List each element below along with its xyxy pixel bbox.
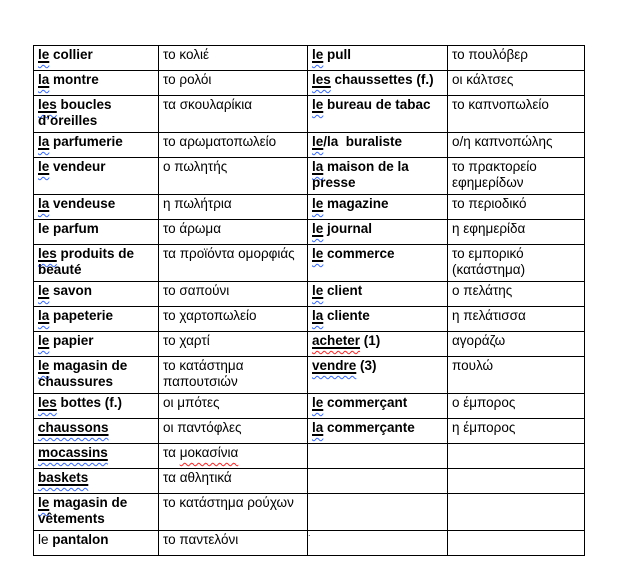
text-segment xyxy=(38,470,88,485)
text-segment: journal xyxy=(323,221,373,236)
table-row xyxy=(34,394,585,419)
text-segment: οι κάλτσες xyxy=(452,72,514,87)
text-segment: bottes (f.) xyxy=(56,395,123,410)
greek-translation-cell xyxy=(159,96,308,133)
text-segment: boucles d’oreilles xyxy=(38,97,116,128)
greek-translation-cell xyxy=(448,220,585,245)
text-segment: τα αθλητικά xyxy=(163,470,232,485)
text-segment xyxy=(312,72,331,87)
text-segment: η έμπορος xyxy=(452,420,516,435)
french-term-cell xyxy=(34,307,159,332)
french-term-cell xyxy=(308,357,448,394)
text-segment: pantalon xyxy=(52,532,109,547)
text-segment: commerçante xyxy=(323,420,415,435)
grammar-squiggle: mocassins xyxy=(38,445,108,460)
text-segment: το καπνοπωλείο xyxy=(452,97,549,112)
table-row xyxy=(34,444,585,469)
greek-translation-cell xyxy=(448,195,585,220)
greek-translation-cell xyxy=(159,394,308,419)
grammar-squiggle: le xyxy=(312,134,324,149)
text-segment: le xyxy=(38,532,53,547)
grammar-squiggle: le xyxy=(38,358,50,373)
text-segment: αγοράζω xyxy=(452,333,506,348)
greek-translation-cell xyxy=(448,96,585,133)
greek-translation-cell xyxy=(448,469,585,494)
grammar-squiggle: la xyxy=(312,159,324,174)
greek-translation-cell xyxy=(159,71,308,96)
text-segment: parfumerie xyxy=(49,134,123,149)
text-segment: τα προϊόντα ομορφιάς xyxy=(163,246,295,261)
text-segment: montre xyxy=(49,72,99,87)
greek-translation-cell xyxy=(448,444,585,469)
text-segment: client xyxy=(323,283,363,298)
text-segment: οι μπότες xyxy=(163,395,220,410)
table-row xyxy=(34,469,585,494)
table-row xyxy=(34,133,585,158)
table-row xyxy=(34,494,585,531)
text-segment: το παντελόνι xyxy=(163,532,239,547)
grammar-squiggle: le xyxy=(38,495,50,510)
text-segment xyxy=(38,308,49,323)
french-term-cell xyxy=(308,282,448,307)
text-segment xyxy=(312,358,356,373)
grammar-squiggle: le xyxy=(312,47,324,62)
text-segment xyxy=(312,420,323,435)
greek-translation-cell xyxy=(159,158,308,195)
text-segment: chaussettes (f.) xyxy=(330,72,434,87)
text-segment: ο πελάτης xyxy=(452,283,513,298)
text-segment: /la buraliste xyxy=(323,134,403,149)
text-segment: τα σκουλαρίκια xyxy=(163,97,253,112)
grammar-squiggle: le xyxy=(312,97,324,112)
table-row xyxy=(34,195,585,220)
greek-translation-cell xyxy=(159,494,308,531)
grammar-squiggle: le xyxy=(312,246,324,261)
text-segment xyxy=(38,358,49,373)
grammar-squiggle: les xyxy=(312,72,331,87)
vocab-table-body xyxy=(34,46,585,556)
vocab-table xyxy=(33,45,585,556)
greek-translation-cell xyxy=(448,133,585,158)
french-term-cell xyxy=(308,158,448,195)
french-term-cell xyxy=(308,46,448,71)
french-term-cell xyxy=(34,357,159,394)
grammar-squiggle: le xyxy=(312,196,324,211)
text-segment: ο πωλητής xyxy=(163,159,228,174)
grammar-squiggle: chaussons xyxy=(38,420,109,435)
french-term-cell xyxy=(308,444,448,469)
text-segment: το χαρτί xyxy=(163,333,210,348)
grammar-squiggle: les xyxy=(38,246,57,261)
french-term-cell xyxy=(34,494,159,531)
text-segment xyxy=(38,420,109,435)
grammar-squiggle: le xyxy=(38,47,50,62)
text-segment xyxy=(312,134,323,149)
text-segment: (3) xyxy=(356,358,377,373)
text-segment xyxy=(312,159,323,174)
table-row xyxy=(34,71,585,96)
spellcheck-squiggle: acheter xyxy=(312,333,361,348)
french-term-cell xyxy=(308,245,448,282)
grammar-squiggle: le xyxy=(38,283,50,298)
text-segment: magazine xyxy=(323,196,389,211)
french-term-cell xyxy=(34,332,159,357)
greek-translation-cell xyxy=(448,245,585,282)
text-segment: commerce xyxy=(323,246,395,261)
text-segment: το ρολόι xyxy=(163,72,212,87)
text-segment: collier xyxy=(49,47,93,62)
grammar-squiggle: la xyxy=(312,308,324,323)
text-segment: commerçant xyxy=(323,395,408,410)
text-segment xyxy=(312,333,360,348)
french-term-cell xyxy=(308,96,448,133)
text-segment: το χαρτοπωλείο xyxy=(163,308,257,323)
french-term-cell xyxy=(34,195,159,220)
text-segment: οι παντόφλες xyxy=(163,420,242,435)
text-segment xyxy=(312,221,323,236)
text-segment: cliente xyxy=(323,308,370,323)
text-segment xyxy=(38,495,49,510)
french-term-cell xyxy=(308,419,448,444)
french-term-cell xyxy=(34,133,159,158)
french-term-cell xyxy=(34,46,159,71)
greek-translation-cell xyxy=(448,394,585,419)
grammar-squiggle: le xyxy=(38,333,50,348)
table-row xyxy=(34,245,585,282)
grammar-squiggle: le xyxy=(38,159,50,174)
greek-translation-cell xyxy=(448,71,585,96)
french-term-cell xyxy=(34,444,159,469)
french-term-cell xyxy=(34,394,159,419)
greek-translation-cell xyxy=(159,531,308,556)
text-segment xyxy=(312,308,323,323)
text-segment: papier xyxy=(49,333,94,348)
text-segment: ο/η καπνοπώλης xyxy=(452,134,553,149)
greek-translation-cell xyxy=(159,307,308,332)
text-segment xyxy=(38,445,108,460)
text-segment: maison de la presse xyxy=(312,159,413,190)
grammar-squiggle: baskets xyxy=(38,470,89,485)
text-segment xyxy=(38,159,49,174)
text-segment xyxy=(38,395,57,410)
french-term-cell xyxy=(34,531,159,556)
greek-translation-cell xyxy=(159,332,308,357)
greek-translation-cell xyxy=(159,220,308,245)
text-segment xyxy=(38,97,57,112)
text-segment: pull xyxy=(323,47,352,62)
french-term-cell xyxy=(34,71,159,96)
greek-translation-cell xyxy=(448,531,585,556)
grammar-squiggle: le xyxy=(312,221,324,236)
grammar-squiggle: le xyxy=(312,395,324,410)
french-term-cell xyxy=(308,494,448,531)
french-term-cell xyxy=(34,282,159,307)
grammar-squiggle: la xyxy=(38,308,50,323)
greek-translation-cell xyxy=(159,357,308,394)
french-term-cell xyxy=(308,195,448,220)
greek-translation-cell xyxy=(448,494,585,531)
text-segment xyxy=(312,283,323,298)
text-segment xyxy=(312,47,323,62)
text-segment: savon xyxy=(49,283,93,298)
grammar-squiggle: la xyxy=(312,420,324,435)
text-segment xyxy=(38,134,49,149)
table-row xyxy=(34,307,585,332)
text-segment xyxy=(312,246,323,261)
grammar-squiggle: la xyxy=(38,134,50,149)
text-segment: η πελάτισσα xyxy=(452,308,526,323)
text-segment xyxy=(180,445,239,460)
french-term-cell xyxy=(308,71,448,96)
french-term-cell xyxy=(34,220,159,245)
table-row xyxy=(34,220,585,245)
table-row xyxy=(34,46,585,71)
table-row xyxy=(34,332,585,357)
text-segment: το περιοδικό xyxy=(452,196,527,211)
french-term-cell xyxy=(308,307,448,332)
grammar-squiggle: le xyxy=(312,283,324,298)
text-segment: vendeur xyxy=(49,159,106,174)
grammar-squiggle: la xyxy=(38,196,50,211)
text-segment xyxy=(312,395,323,410)
text-segment xyxy=(38,47,49,62)
greek-translation-cell xyxy=(159,282,308,307)
table-row xyxy=(34,357,585,394)
greek-translation-cell xyxy=(448,158,585,195)
greek-translation-cell xyxy=(159,195,308,220)
text-segment: το αρωματοπωλείο xyxy=(163,134,277,149)
text-segment xyxy=(38,196,49,211)
french-term-cell xyxy=(34,419,159,444)
grammar-squiggle: les xyxy=(38,97,57,112)
text-segment: η εφημερίδα xyxy=(452,221,526,236)
text-segment: πουλώ xyxy=(452,358,494,373)
text-segment: ο έμπορος xyxy=(452,395,516,410)
greek-translation-cell xyxy=(159,46,308,71)
table-row xyxy=(34,419,585,444)
table-row xyxy=(34,96,585,133)
text-segment xyxy=(38,72,49,87)
table-row xyxy=(34,158,585,195)
greek-translation-cell xyxy=(448,357,585,394)
greek-translation-cell xyxy=(159,419,308,444)
text-segment: το εμπορικό (κατάστημα) xyxy=(452,246,528,277)
grammar-squiggle: vendre xyxy=(312,358,357,373)
french-term-cell xyxy=(308,394,448,419)
text-segment: το σαπούνι xyxy=(163,283,230,298)
table-row xyxy=(34,282,585,307)
french-term-cell xyxy=(34,245,159,282)
text-segment: το άρωμα xyxy=(163,221,222,236)
text-segment: produits de beauté xyxy=(38,246,138,277)
grammar-squiggle: la xyxy=(38,72,50,87)
text-segment: bureau de tabac xyxy=(323,97,431,112)
text-segment: (1) xyxy=(360,333,381,348)
text-segment: magasin de chaussures xyxy=(38,358,132,389)
greek-translation-cell xyxy=(448,419,585,444)
text-segment xyxy=(38,283,49,298)
text-segment xyxy=(312,97,323,112)
text-segment: το πουλόβερ xyxy=(452,47,528,62)
french-term-cell xyxy=(34,469,159,494)
french-term-cell xyxy=(308,531,448,556)
greek-translation-cell xyxy=(159,469,308,494)
french-term-cell xyxy=(308,469,448,494)
text-segment: το κατάστημα ρούχων xyxy=(163,495,294,510)
text-segment xyxy=(38,333,49,348)
text-segment xyxy=(312,196,323,211)
text-segment: το κολιέ xyxy=(163,47,210,62)
greek-translation-cell xyxy=(448,332,585,357)
text-segment: το κατάστημα παπουτσιών xyxy=(163,358,248,389)
stray-period: . xyxy=(308,528,311,538)
text-segment xyxy=(38,246,57,261)
text-segment: το πρακτορείο εφημερίδων xyxy=(452,159,541,190)
text-segment: vendeuse xyxy=(49,196,116,211)
text-segment: papeterie xyxy=(49,308,114,323)
french-term-cell xyxy=(34,96,159,133)
text-segment: η πωλήτρια xyxy=(163,196,232,211)
text-segment: le parfum xyxy=(38,221,99,236)
french-term-cell xyxy=(308,332,448,357)
greek-translation-cell xyxy=(448,282,585,307)
greek-translation-cell xyxy=(448,307,585,332)
french-term-cell xyxy=(34,158,159,195)
text-segment: magasin de vêtements xyxy=(38,495,132,526)
french-term-cell xyxy=(308,220,448,245)
greek-translation-cell xyxy=(159,133,308,158)
greek-translation-cell xyxy=(159,444,308,469)
french-term-cell xyxy=(308,133,448,158)
text-segment: τα xyxy=(163,445,180,460)
grammar-squiggle: les xyxy=(38,395,57,410)
greek-translation-cell xyxy=(448,46,585,71)
spellcheck-squiggle: μοκασίνια xyxy=(179,445,239,460)
greek-translation-cell xyxy=(159,245,308,282)
